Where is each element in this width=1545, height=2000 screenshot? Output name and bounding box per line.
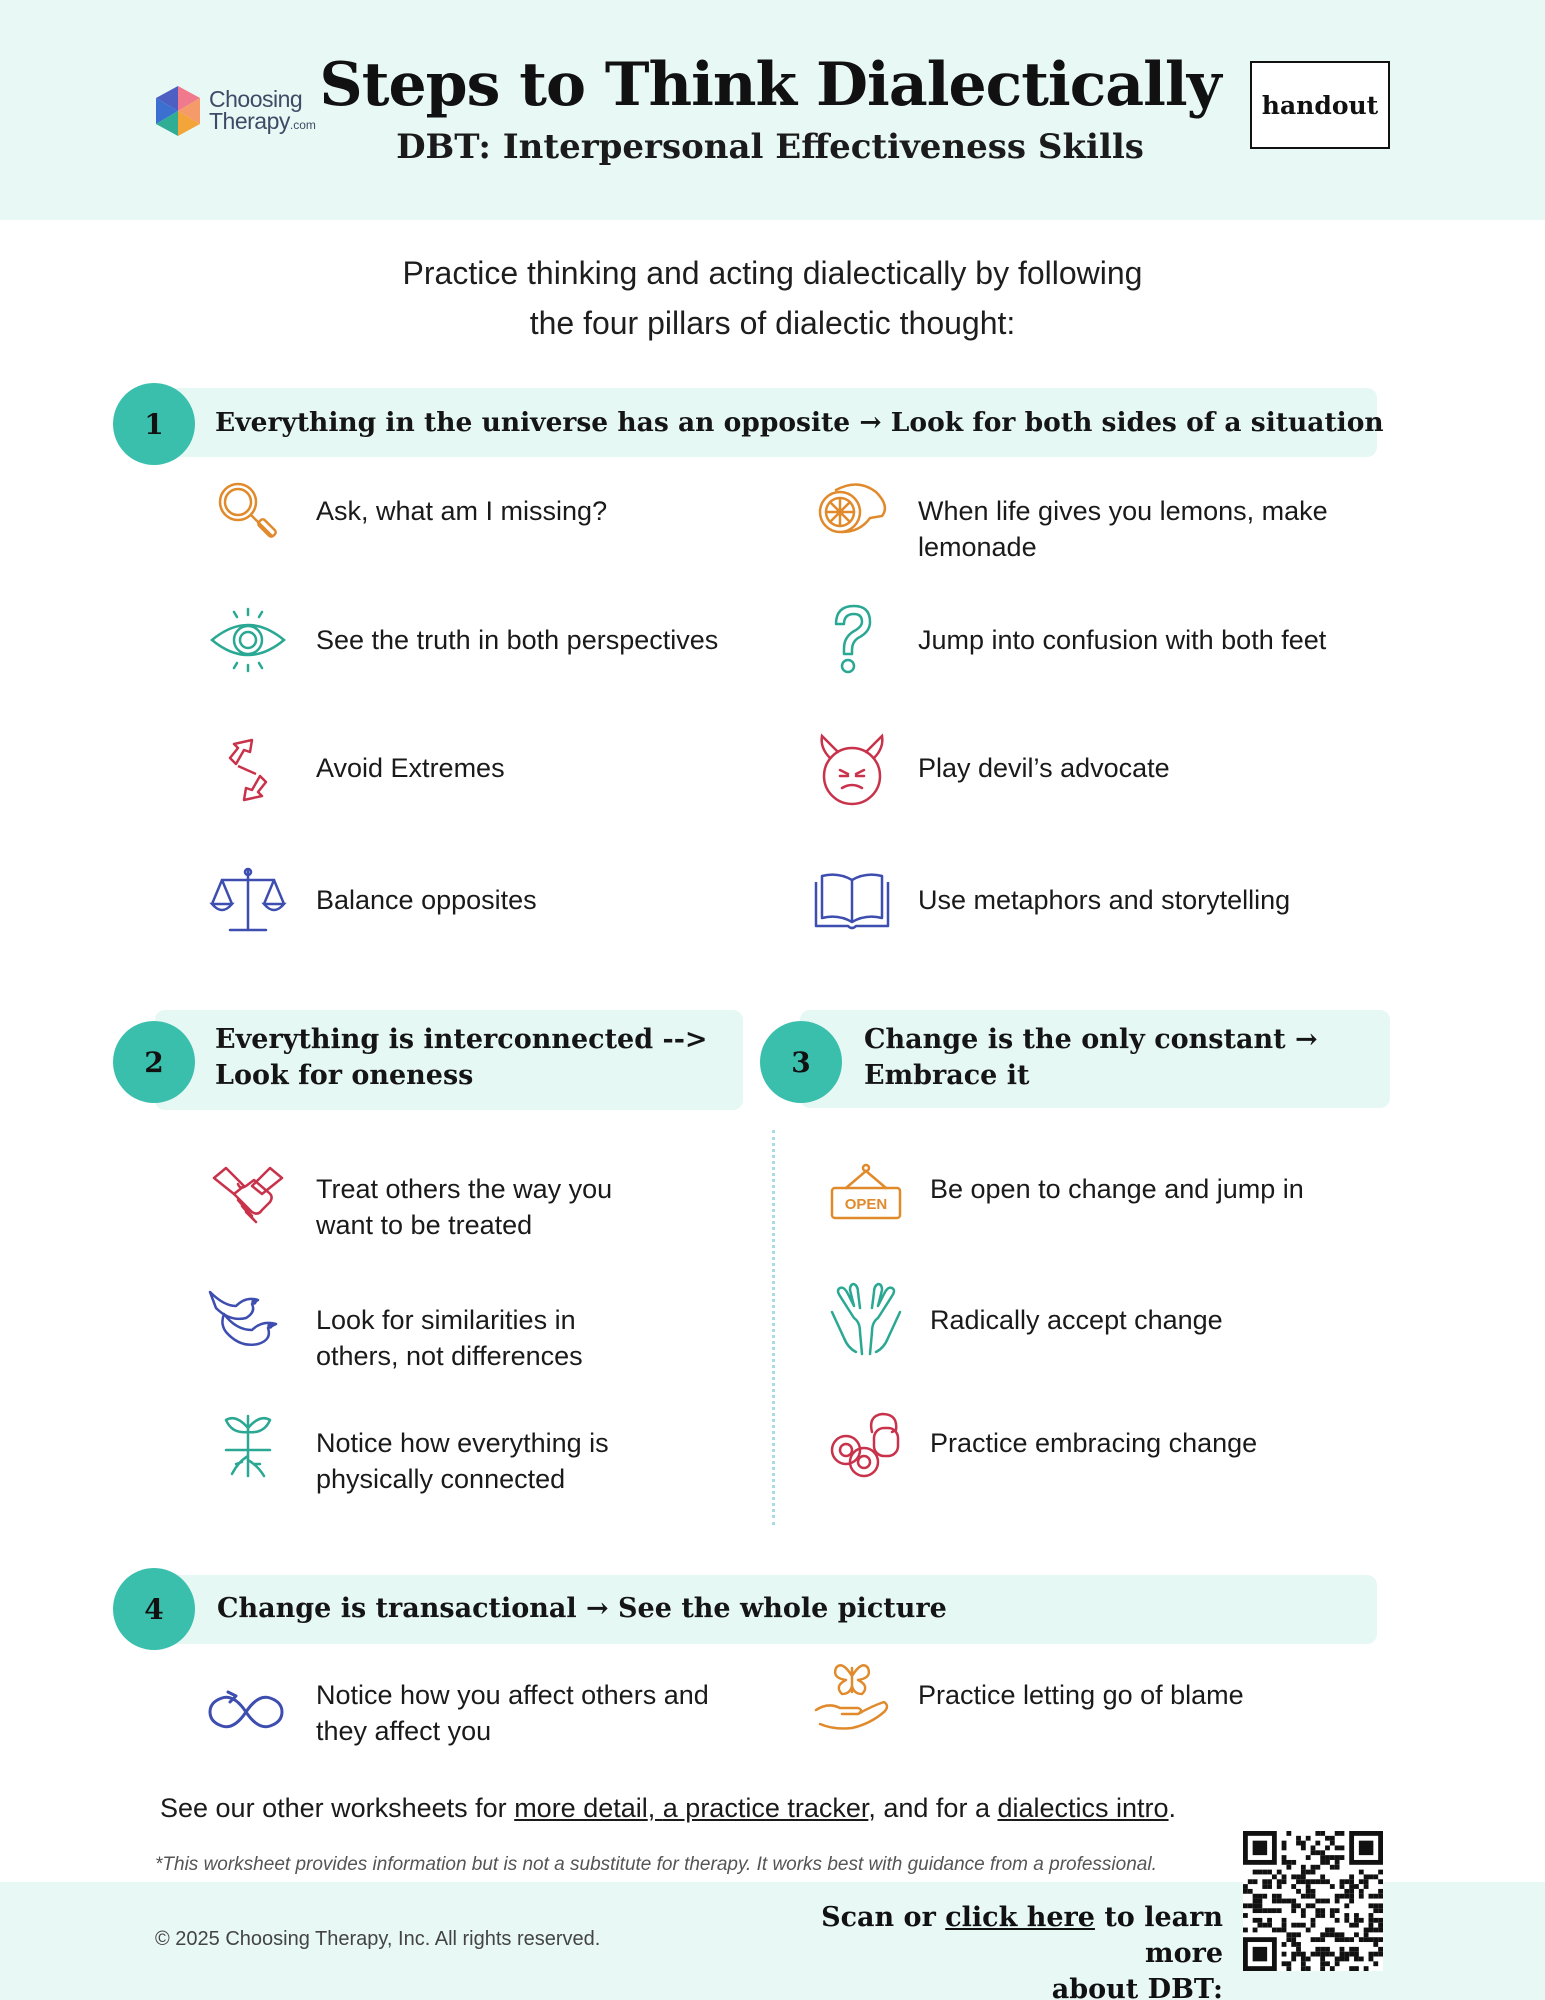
s1-item-lemons-line-2: lemonade: [918, 532, 1037, 562]
section-2-heading: [215, 1022, 708, 1094]
scan-prefix: Scan or: [821, 1902, 946, 1933]
s1-item-avoid-extremes: Avoid Extremes: [316, 753, 505, 783]
column-divider: [772, 1130, 775, 1525]
magnifying-glass-icon: [208, 472, 288, 552]
section-1-heading: Everything in the universe has an opposite → Look for both sides of a situation: [215, 407, 1384, 438]
s1-item-lemons-line-1: When life gives you lemons, make: [918, 496, 1328, 526]
open-sign-icon: [826, 1156, 906, 1236]
logo-line-1: Choosing: [209, 86, 303, 112]
s2-item-treat-line-2: want to be treated: [316, 1210, 533, 1240]
logo-com: .com: [289, 118, 316, 132]
qr-code[interactable]: [1243, 1831, 1383, 1971]
more-worksheets-line: [160, 1793, 1176, 1824]
s1-item-ask-what-missing: Ask, what am I missing?: [316, 496, 608, 526]
section-3-heading-line-2: Embrace it: [864, 1060, 1030, 1091]
question-mark-icon: [812, 600, 892, 680]
handout-badge: handout: [1250, 61, 1390, 149]
s2-item-similarities-line-2: others, not differences: [316, 1341, 583, 1371]
header-banner: [0, 0, 1545, 220]
s4-item-affect-line-1: Notice how you affect others and: [316, 1680, 709, 1710]
more-prefix: See our other worksheets for: [160, 1793, 515, 1823]
s2-item-physically-line-1: Notice how everything is: [316, 1428, 609, 1458]
s2-item-treat-line-1: Treat others the way you: [316, 1174, 613, 1204]
section-2-number: 2: [113, 1021, 195, 1103]
section-2-heading-line-2: Look for oneness: [215, 1060, 474, 1091]
scale-icon: [208, 860, 288, 940]
infinity-loop-icon: [206, 1672, 286, 1752]
open-sign-text: OPEN: [844, 1196, 888, 1213]
s3-item-radically-accept: Radically accept change: [930, 1305, 1223, 1335]
section-3-number: 3: [760, 1021, 842, 1103]
section-3-heading: [864, 1022, 1318, 1094]
logo-hexagon-icon: [153, 84, 203, 138]
section-3-heading-line-1: Change is the only constant →: [864, 1024, 1318, 1055]
copyright: © 2025 Choosing Therapy, Inc. All rights reserved.: [155, 1928, 601, 1950]
scan-line-2: about DBT:: [1051, 1974, 1223, 2000]
dialectics-intro-link[interactable]: dialectics intro: [997, 1793, 1169, 1823]
s4-item-affect-line-2: they affect you: [316, 1716, 492, 1746]
more-detail-link[interactable]: more detail: [514, 1793, 648, 1823]
butterfly-hand-icon: [812, 1658, 892, 1738]
devil-icon: [812, 730, 892, 810]
s2-item-similarities: [316, 1302, 583, 1374]
eye-icon: [208, 600, 288, 680]
s1-item-balance-opposites: Balance opposites: [316, 885, 537, 915]
s1-item-devils-advocate: Play devil’s advocate: [918, 753, 1170, 783]
handshake-icon: [208, 1156, 288, 1236]
s3-item-open-to-change: Be open to change and jump in: [930, 1174, 1304, 1204]
section-2-heading-line-1: Everything is interconnected -->: [215, 1024, 708, 1055]
more-sep-2: , and for a: [868, 1793, 998, 1823]
sprout-roots-icon: [208, 1406, 288, 1486]
open-hands-icon: [826, 1282, 906, 1362]
intro-line-1: Practice thinking and acting dialectically by following: [402, 255, 1143, 291]
intro-text: [300, 248, 1245, 348]
scan-prompt: [780, 1900, 1223, 2000]
book-icon: [812, 860, 892, 940]
logo-line-2: Therapy: [209, 108, 290, 134]
doves-icon: [206, 1282, 286, 1362]
s2-item-treat-others: [316, 1171, 612, 1243]
click-here-link[interactable]: click here: [945, 1902, 1095, 1933]
s2-item-similarities-line-1: Look for similarities in: [316, 1305, 576, 1335]
weights-icon: [826, 1404, 906, 1484]
s3-item-practice-embracing: Practice embracing change: [930, 1428, 1258, 1458]
s1-item-metaphors: Use metaphors and storytelling: [918, 885, 1291, 915]
page-subtitle: DBT: Interpersonal Effectiveness Skills: [396, 127, 1144, 167]
s2-item-physically-connected: [316, 1425, 609, 1497]
section-4-heading: Change is transactional → See the whole picture: [217, 1593, 947, 1624]
s1-item-lemons-lemonade: [918, 493, 1328, 565]
intro-line-2: the four pillars of dialectic thought:: [529, 305, 1016, 341]
s4-item-letting-go-blame: Practice letting go of blame: [918, 1680, 1244, 1710]
s2-item-physically-line-2: physically connected: [316, 1464, 566, 1494]
section-1-number: 1: [113, 383, 195, 465]
arrows-icon: [208, 730, 288, 810]
more-suffix: .: [1168, 1793, 1177, 1823]
section-4-number: 4: [113, 1568, 195, 1650]
scan-suffix: to learn more: [1094, 1902, 1223, 1969]
s1-item-truth-both-perspectives: See the truth in both perspectives: [316, 625, 719, 655]
disclaimer: *This worksheet provides information but is not a substitute for therapy. It works best with guidance from a professional.: [155, 1854, 1157, 1875]
more-sep-1: ,: [647, 1793, 663, 1823]
lemon-icon: [812, 472, 892, 552]
practice-tracker-link[interactable]: a practice tracker: [662, 1793, 869, 1823]
qr-code-graphic: [1243, 1831, 1383, 1971]
page-title: Steps to Think Dialectically: [319, 50, 1221, 120]
s1-item-jump-confusion: Jump into confusion with both feet: [918, 625, 1327, 655]
s4-item-affect-others: [316, 1677, 709, 1749]
